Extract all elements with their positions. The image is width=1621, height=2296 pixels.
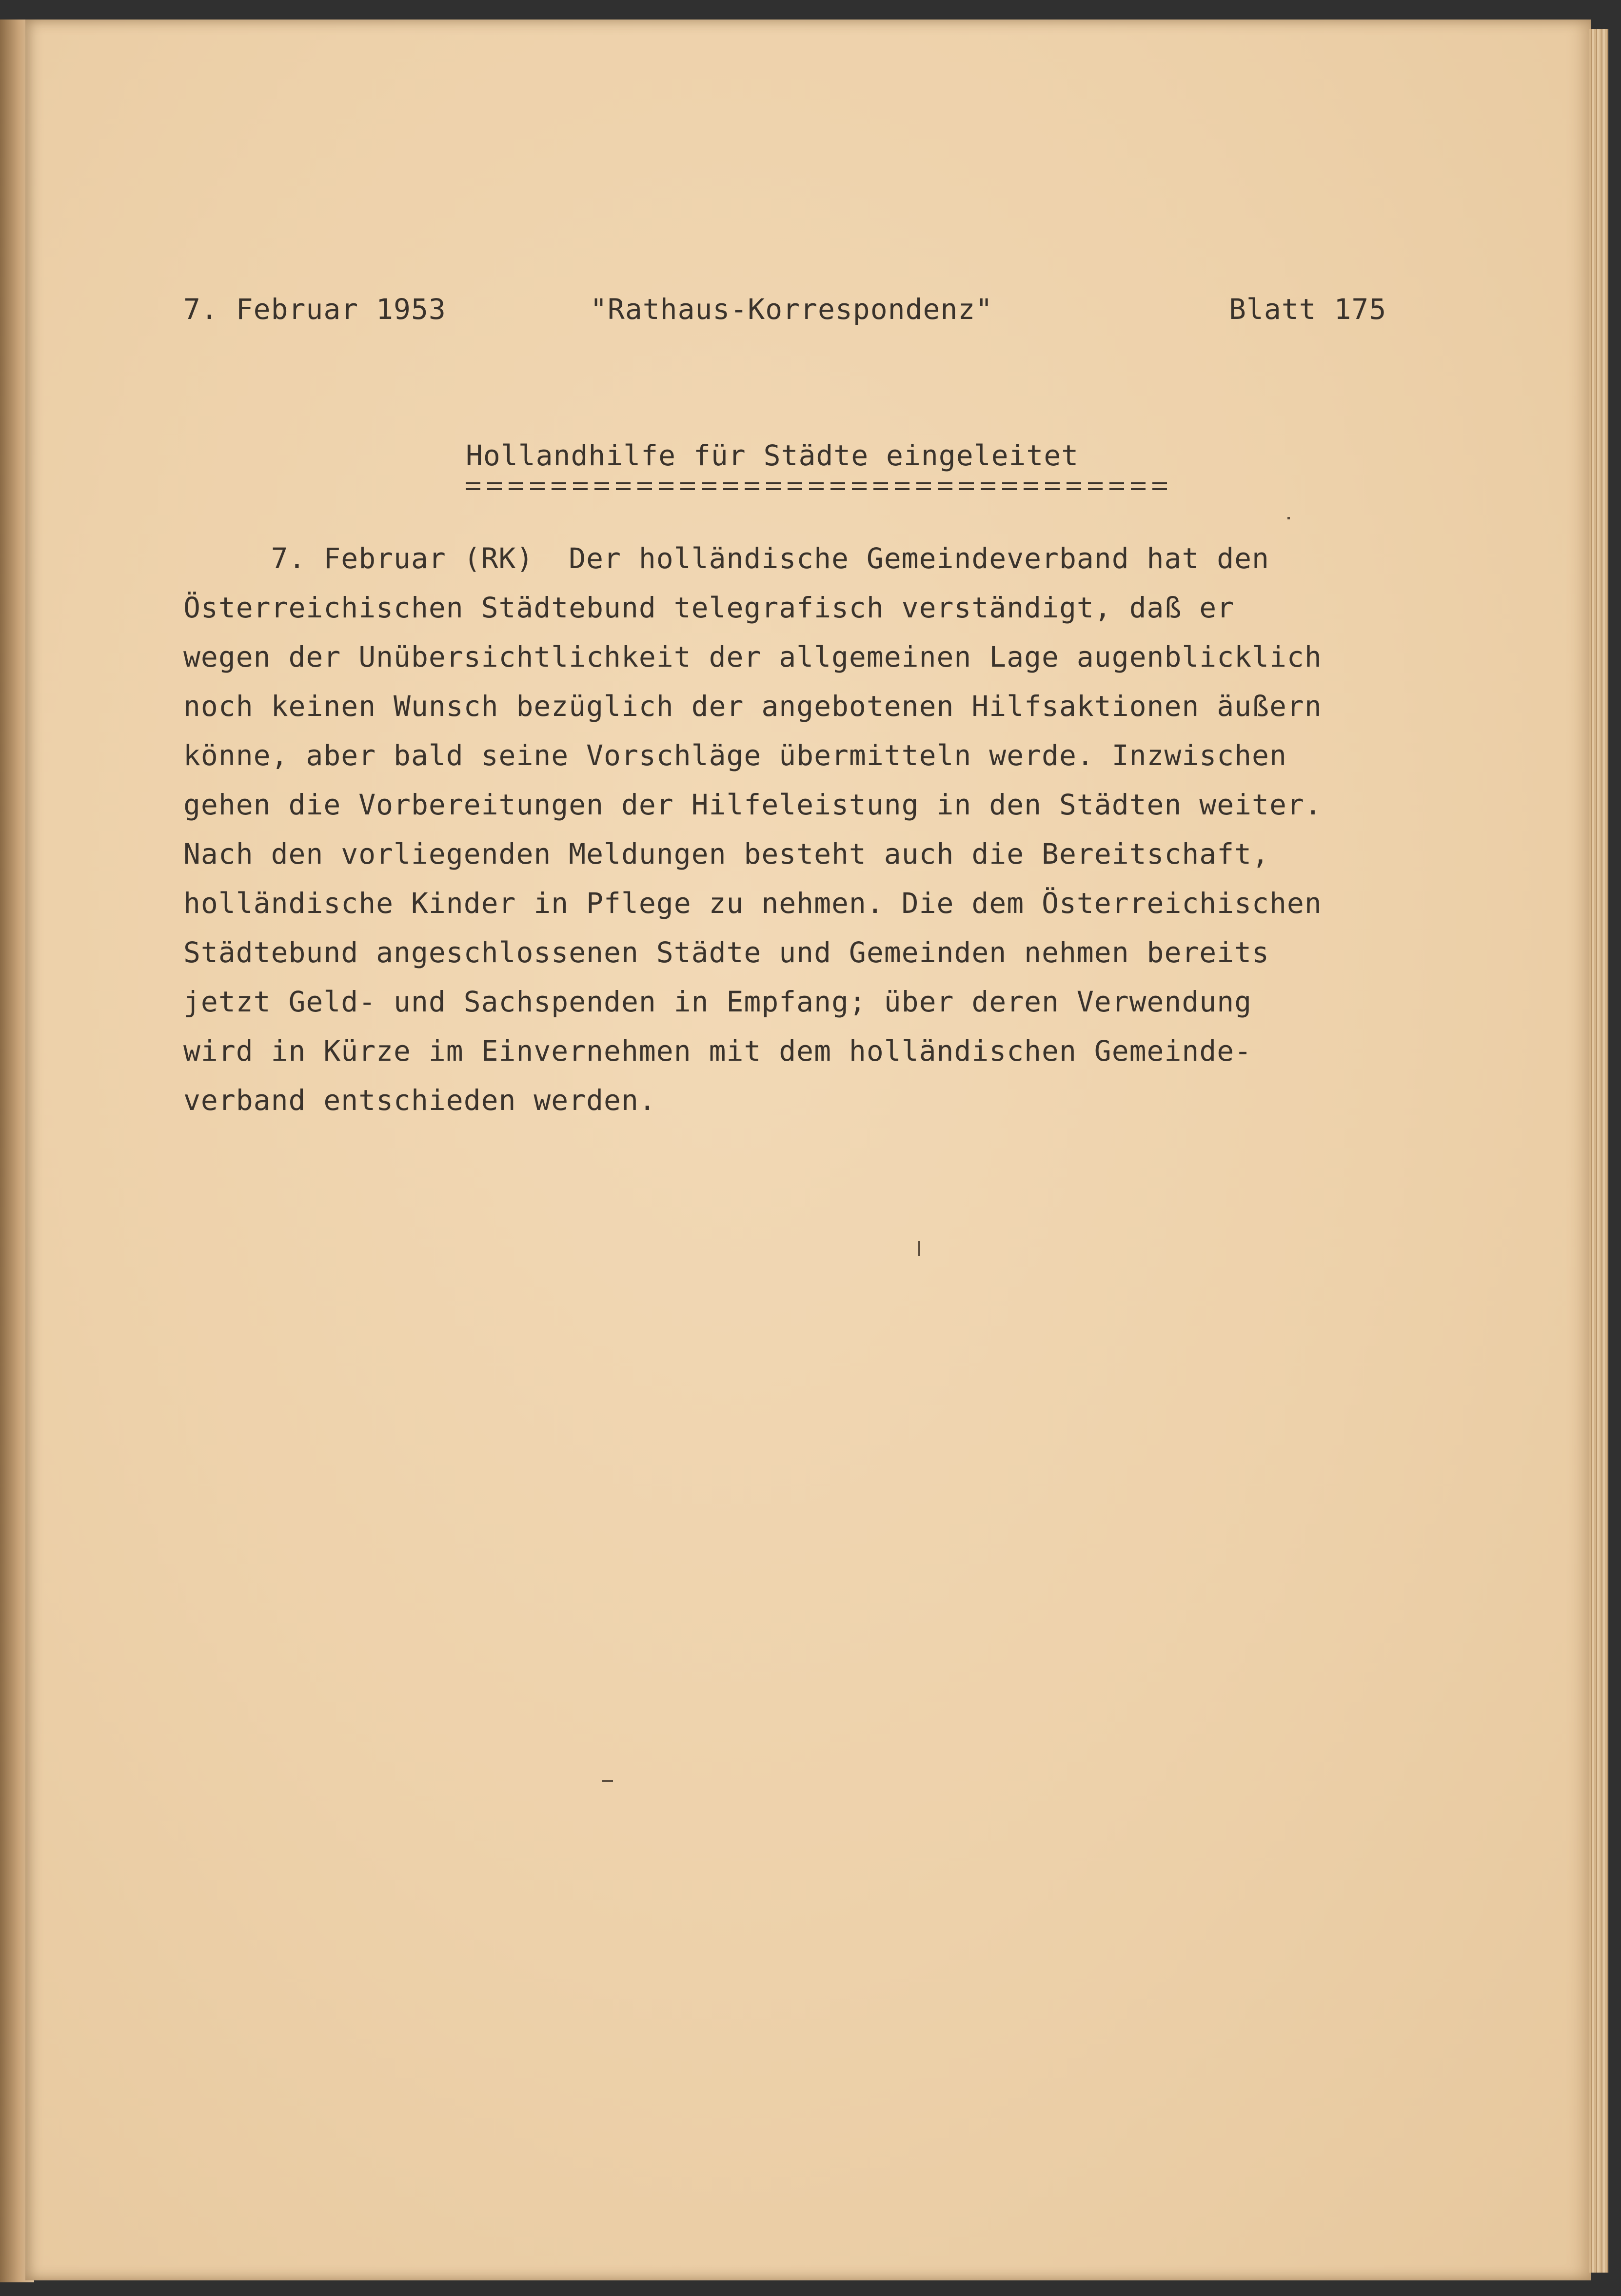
article-title: Hollandhilfe für Städte eingeleitet — [466, 439, 1079, 472]
body-line: verband entschieden werden. — [183, 1084, 656, 1117]
title-double-underline — [466, 480, 1168, 494]
body-line: jetzt Geld- und Sachspenden in Empfang; über deren Verwendung — [183, 985, 1252, 1018]
article-body — [183, 534, 1510, 1125]
body-line: 7. Februar (RK) Der holländische Gemeindeverband hat den — [183, 542, 1269, 575]
stray-mark — [602, 1780, 613, 1782]
paper-page — [25, 20, 1591, 2280]
body-line: Österreichischen Städtebund telegrafisch verständigt, daß er — [183, 591, 1235, 624]
body-line: könne, aber bald seine Vorschläge übermitteln werde. Inzwischen — [183, 739, 1287, 772]
body-line: gehen die Vorbereitungen der Hilfeleistung in den Städten weiter. — [183, 788, 1322, 821]
header-page-number: Blatt 175 — [1229, 293, 1387, 326]
stray-mark — [1287, 517, 1290, 519]
header-date: 7. Februar 1953 — [183, 293, 446, 326]
body-line: Städtebund angeschlossenen Städte und Gemeinden nehmen bereits — [183, 936, 1269, 969]
page-stack-edge — [1589, 29, 1608, 2273]
body-line: wegen der Unübersichtlichkeit der allgemeinen Lage augenblicklich — [183, 640, 1322, 673]
body-line: Nach den vorliegenden Meldungen besteht auch die Bereitschaft, — [183, 837, 1269, 871]
stray-mark — [918, 1241, 920, 1256]
body-line: holländische Kinder in Pflege zu nehmen. Die dem Österreichischen — [183, 887, 1322, 920]
header-publication: "Rathaus-Korrespondenz" — [590, 293, 993, 326]
body-line: wird in Kürze im Einvernehmen mit dem holländischen Gemeinde- — [183, 1034, 1252, 1068]
body-line: noch keinen Wunsch bezüglich der angebotenen Hilfsaktionen äußern — [183, 690, 1322, 723]
